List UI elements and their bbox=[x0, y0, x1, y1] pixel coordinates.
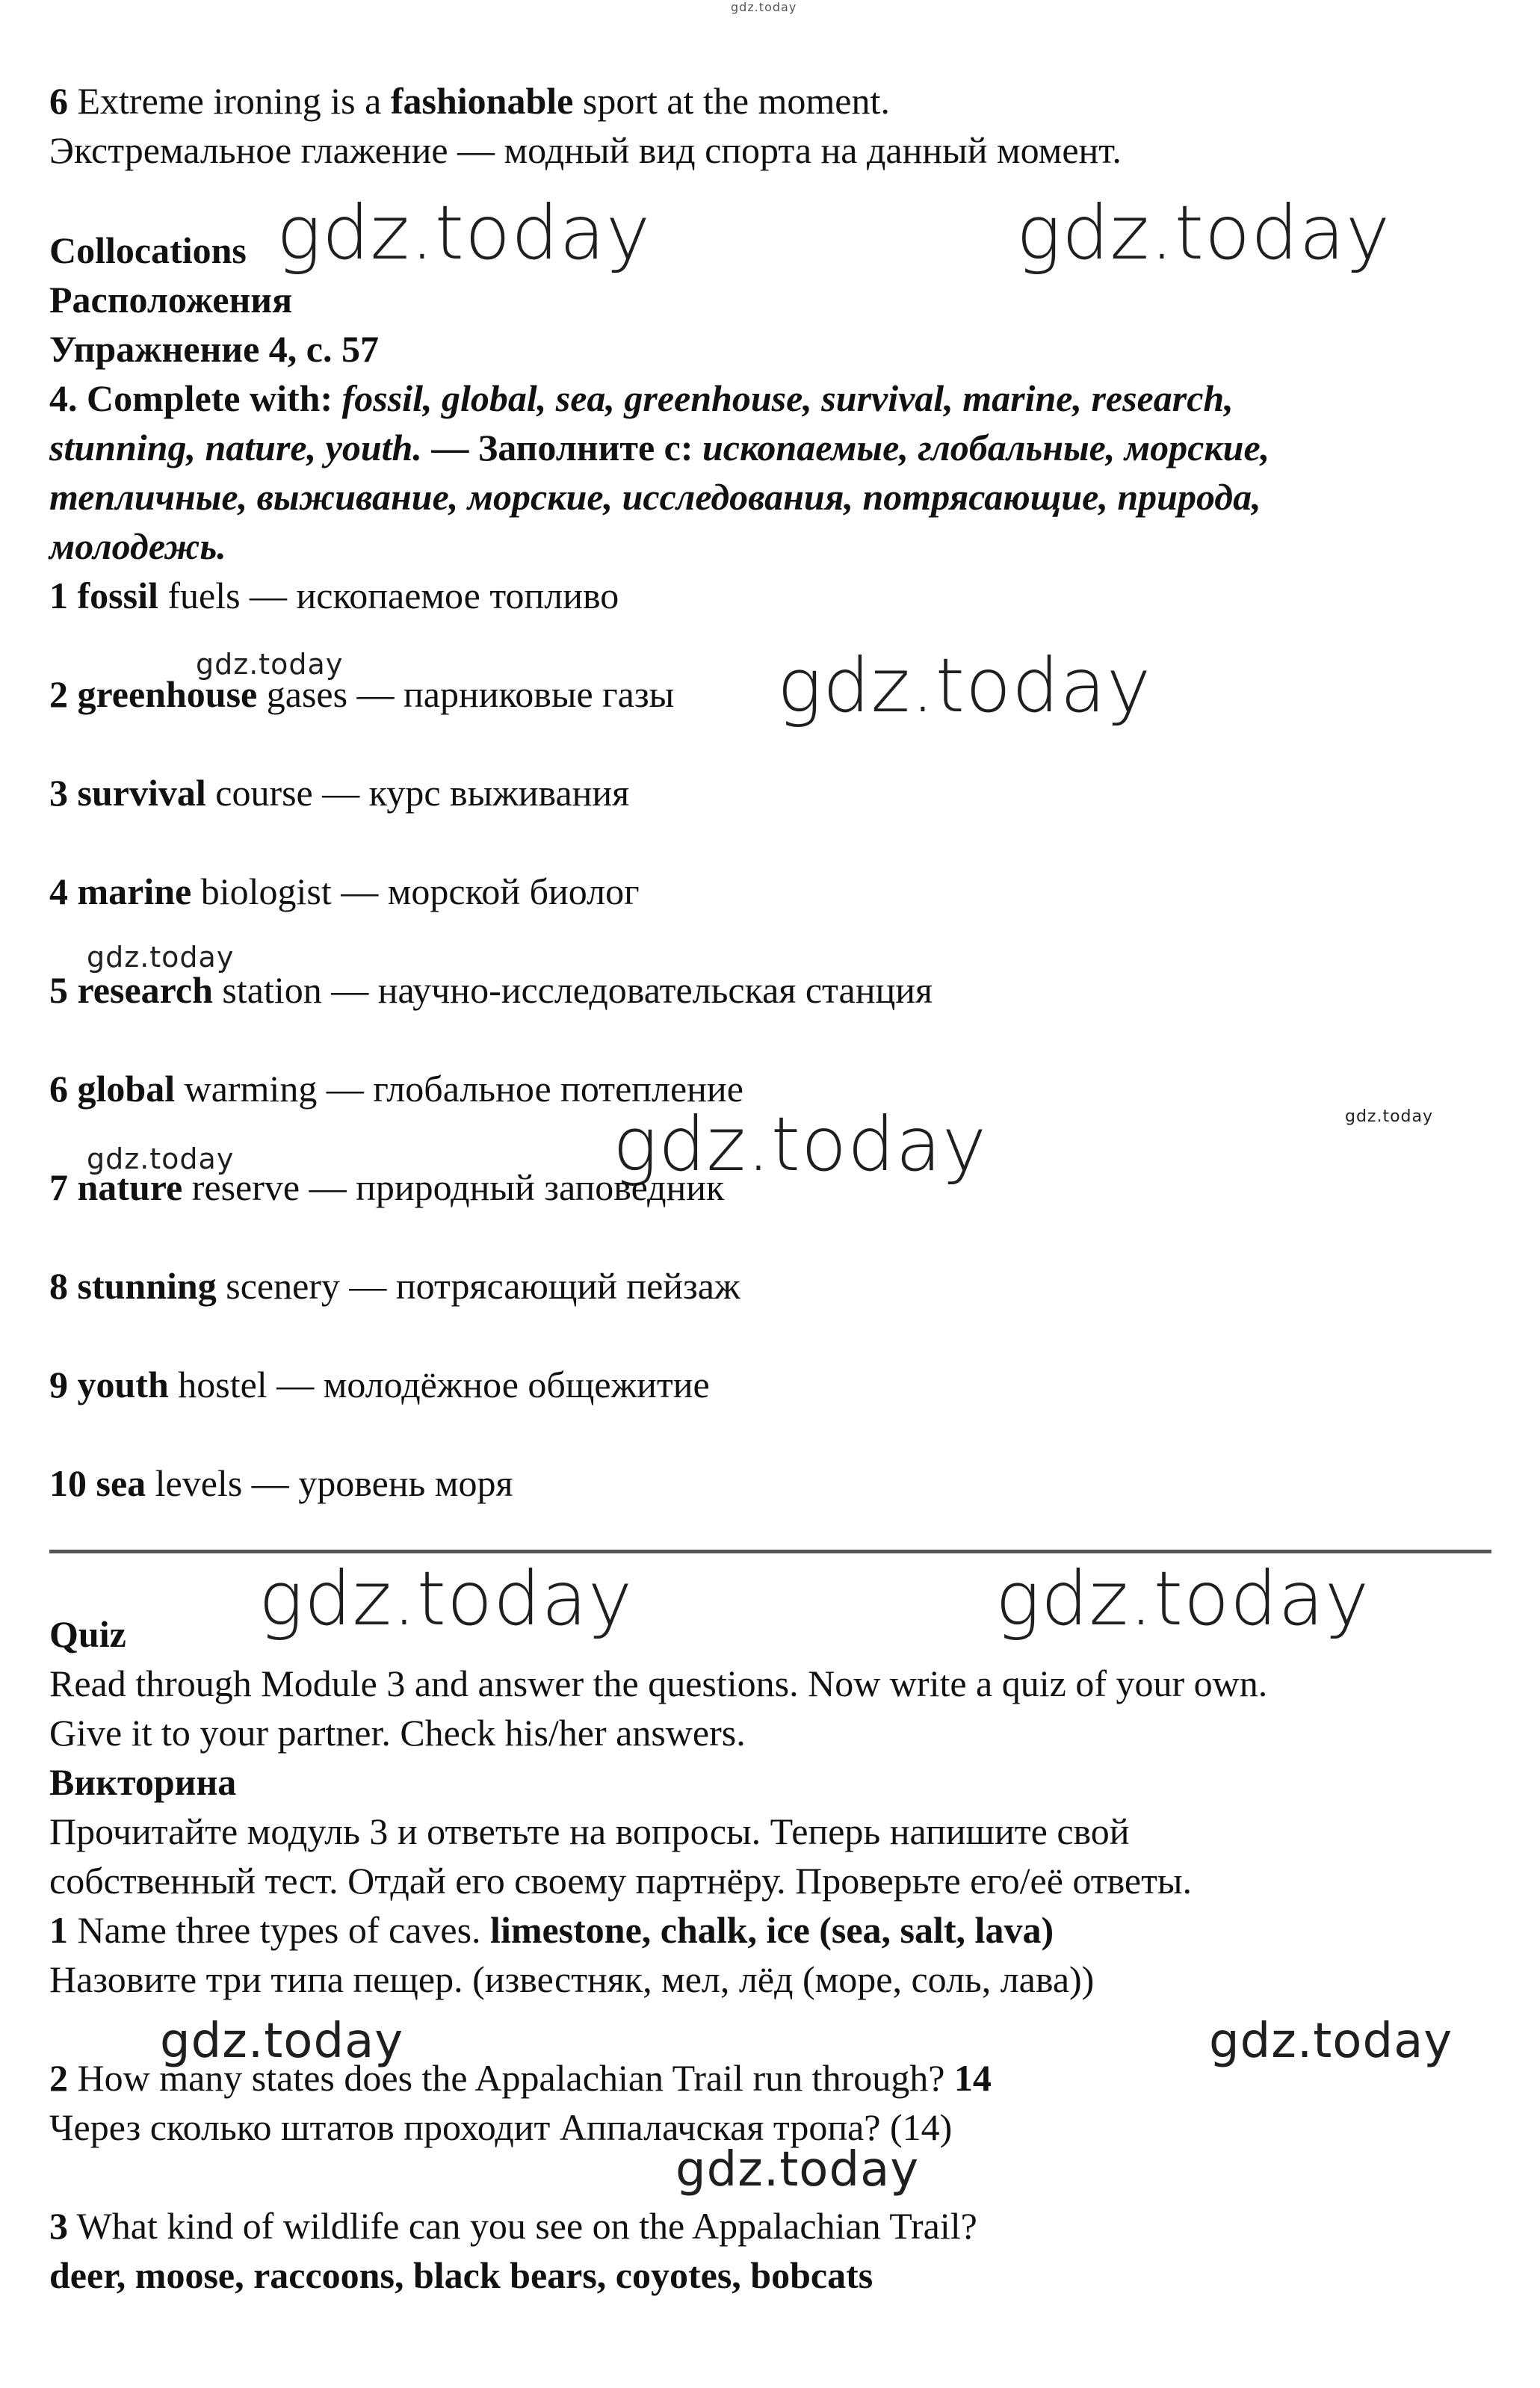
keyword: sea bbox=[96, 1462, 146, 1504]
quiz-answer: deer, moose, raccoons, black bears, coyotes, bobcats bbox=[49, 2254, 873, 2296]
watermark: gdz.today bbox=[196, 648, 344, 681]
watermark: gdz.today bbox=[1209, 2014, 1453, 2069]
watermark: gdz.today bbox=[731, 0, 797, 14]
item-number: 6 bbox=[49, 80, 68, 122]
quiz-answer: limestone, chalk, ice (sea, salt, lava) bbox=[490, 1909, 1054, 1951]
keyword: research bbox=[77, 969, 213, 1011]
watermark: gdz.today bbox=[613, 1101, 988, 1188]
list-item: 8 stunning scenery — потрясающий пейзаж bbox=[49, 1265, 740, 1307]
quiz-question-ru: Через сколько штатов проходит Аппалачская тропа? (14) bbox=[49, 2106, 953, 2148]
list-item: 6 global warming — глобальное потепление bbox=[49, 1068, 743, 1110]
list-item: 10 sea levels — уровень моря bbox=[49, 1462, 513, 1504]
quiz-question: 1 Name three types of caves. limestone, chalk, ice (sea, salt, lava) bbox=[49, 1909, 1054, 1951]
section-heading-en: Collocations bbox=[49, 229, 247, 271]
list-item: 5 research station — научно-исследовательская станция bbox=[49, 969, 933, 1011]
quiz-question: 3 What kind of wildlife can you see on the Appalachian Trail? bbox=[49, 2205, 977, 2247]
section-divider bbox=[49, 1550, 1491, 1553]
watermark: gdz.today bbox=[87, 941, 235, 974]
keyword: marine bbox=[77, 870, 192, 912]
task-instruction: 4. Complete with: fossil, global, sea, greenhouse, survival, marine, research, bbox=[49, 377, 1234, 419]
task-instruction: молодежь. bbox=[49, 525, 226, 567]
list-item: 1 fossil fuels — ископаемое топливо bbox=[49, 575, 619, 616]
sentence-ru: Экстремальное глажение — модный вид спорта на данный момент. bbox=[49, 129, 1122, 171]
task-instruction: stunning, nature, youth. — Заполните с: ископаемые, глобальные, морские, bbox=[49, 427, 1270, 468]
watermark: gdz.today bbox=[777, 642, 1152, 729]
keyword: fashionable bbox=[390, 80, 574, 122]
quiz-intro-ru: собственный тест. Отдай его своему партнёру. Проверьте его/её ответы. bbox=[49, 1860, 1193, 1902]
list-item: 3 survival course — курс выживания bbox=[49, 772, 630, 814]
keyword: nature bbox=[77, 1166, 183, 1208]
sentence-en: 6 Extreme ironing is a fashionable sport at the moment. bbox=[49, 80, 890, 122]
list-item: 7 nature reserve — природный заповедник bbox=[49, 1166, 725, 1208]
watermark: gdz.today bbox=[259, 1555, 634, 1642]
watermark: gdz.today bbox=[1345, 1107, 1434, 1126]
quiz-intro-en: Read through Module 3 and answer the questions. Now write a quiz of your own. bbox=[49, 1662, 1268, 1704]
watermark: gdz.today bbox=[276, 189, 652, 276]
watermark: gdz.today bbox=[675, 2142, 920, 2197]
quiz-answer: 14 bbox=[953, 2057, 992, 2099]
watermark: gdz.today bbox=[1016, 189, 1391, 276]
section-heading-ru: Расположения bbox=[49, 279, 293, 321]
keyword: youth bbox=[77, 1364, 169, 1405]
keyword: global bbox=[77, 1068, 176, 1110]
quiz-intro-en: Give it to your partner. Check his/her answers. bbox=[49, 1712, 746, 1754]
section-heading-en: Quiz bbox=[49, 1613, 126, 1655]
exercise-label: Упражнение 4, с. 57 bbox=[49, 328, 379, 370]
quiz-intro-ru: Прочитайте модуль 3 и ответьте на вопросы. Теперь напишите свой bbox=[49, 1810, 1130, 1852]
keyword: greenhouse bbox=[77, 673, 258, 715]
watermark: gdz.today bbox=[995, 1555, 1370, 1642]
keyword: stunning bbox=[77, 1265, 217, 1307]
watermark: gdz.today bbox=[160, 2014, 404, 2069]
keyword: survival bbox=[77, 772, 206, 814]
quiz-question: 2 How many states does the Appalachian Trail run through? 14 bbox=[49, 2057, 992, 2099]
quiz-question-ru: Назовите три типа пещер. (известняк, мел, лёд (море, соль, лава)) bbox=[49, 1958, 1095, 2000]
list-item: 4 marine biologist — морской биолог bbox=[49, 870, 640, 912]
watermark: gdz.today bbox=[87, 1142, 235, 1175]
section-heading-ru: Викторина bbox=[49, 1761, 237, 1803]
list-item: 9 youth hostel — молодёжное общежитие bbox=[49, 1364, 710, 1405]
keyword: fossil bbox=[77, 575, 158, 616]
task-instruction: тепличные, выживание, морские, исследования, потрясающие, природа, bbox=[49, 476, 1261, 518]
list-item: 2 greenhouse gases — парниковые газы bbox=[49, 673, 675, 715]
